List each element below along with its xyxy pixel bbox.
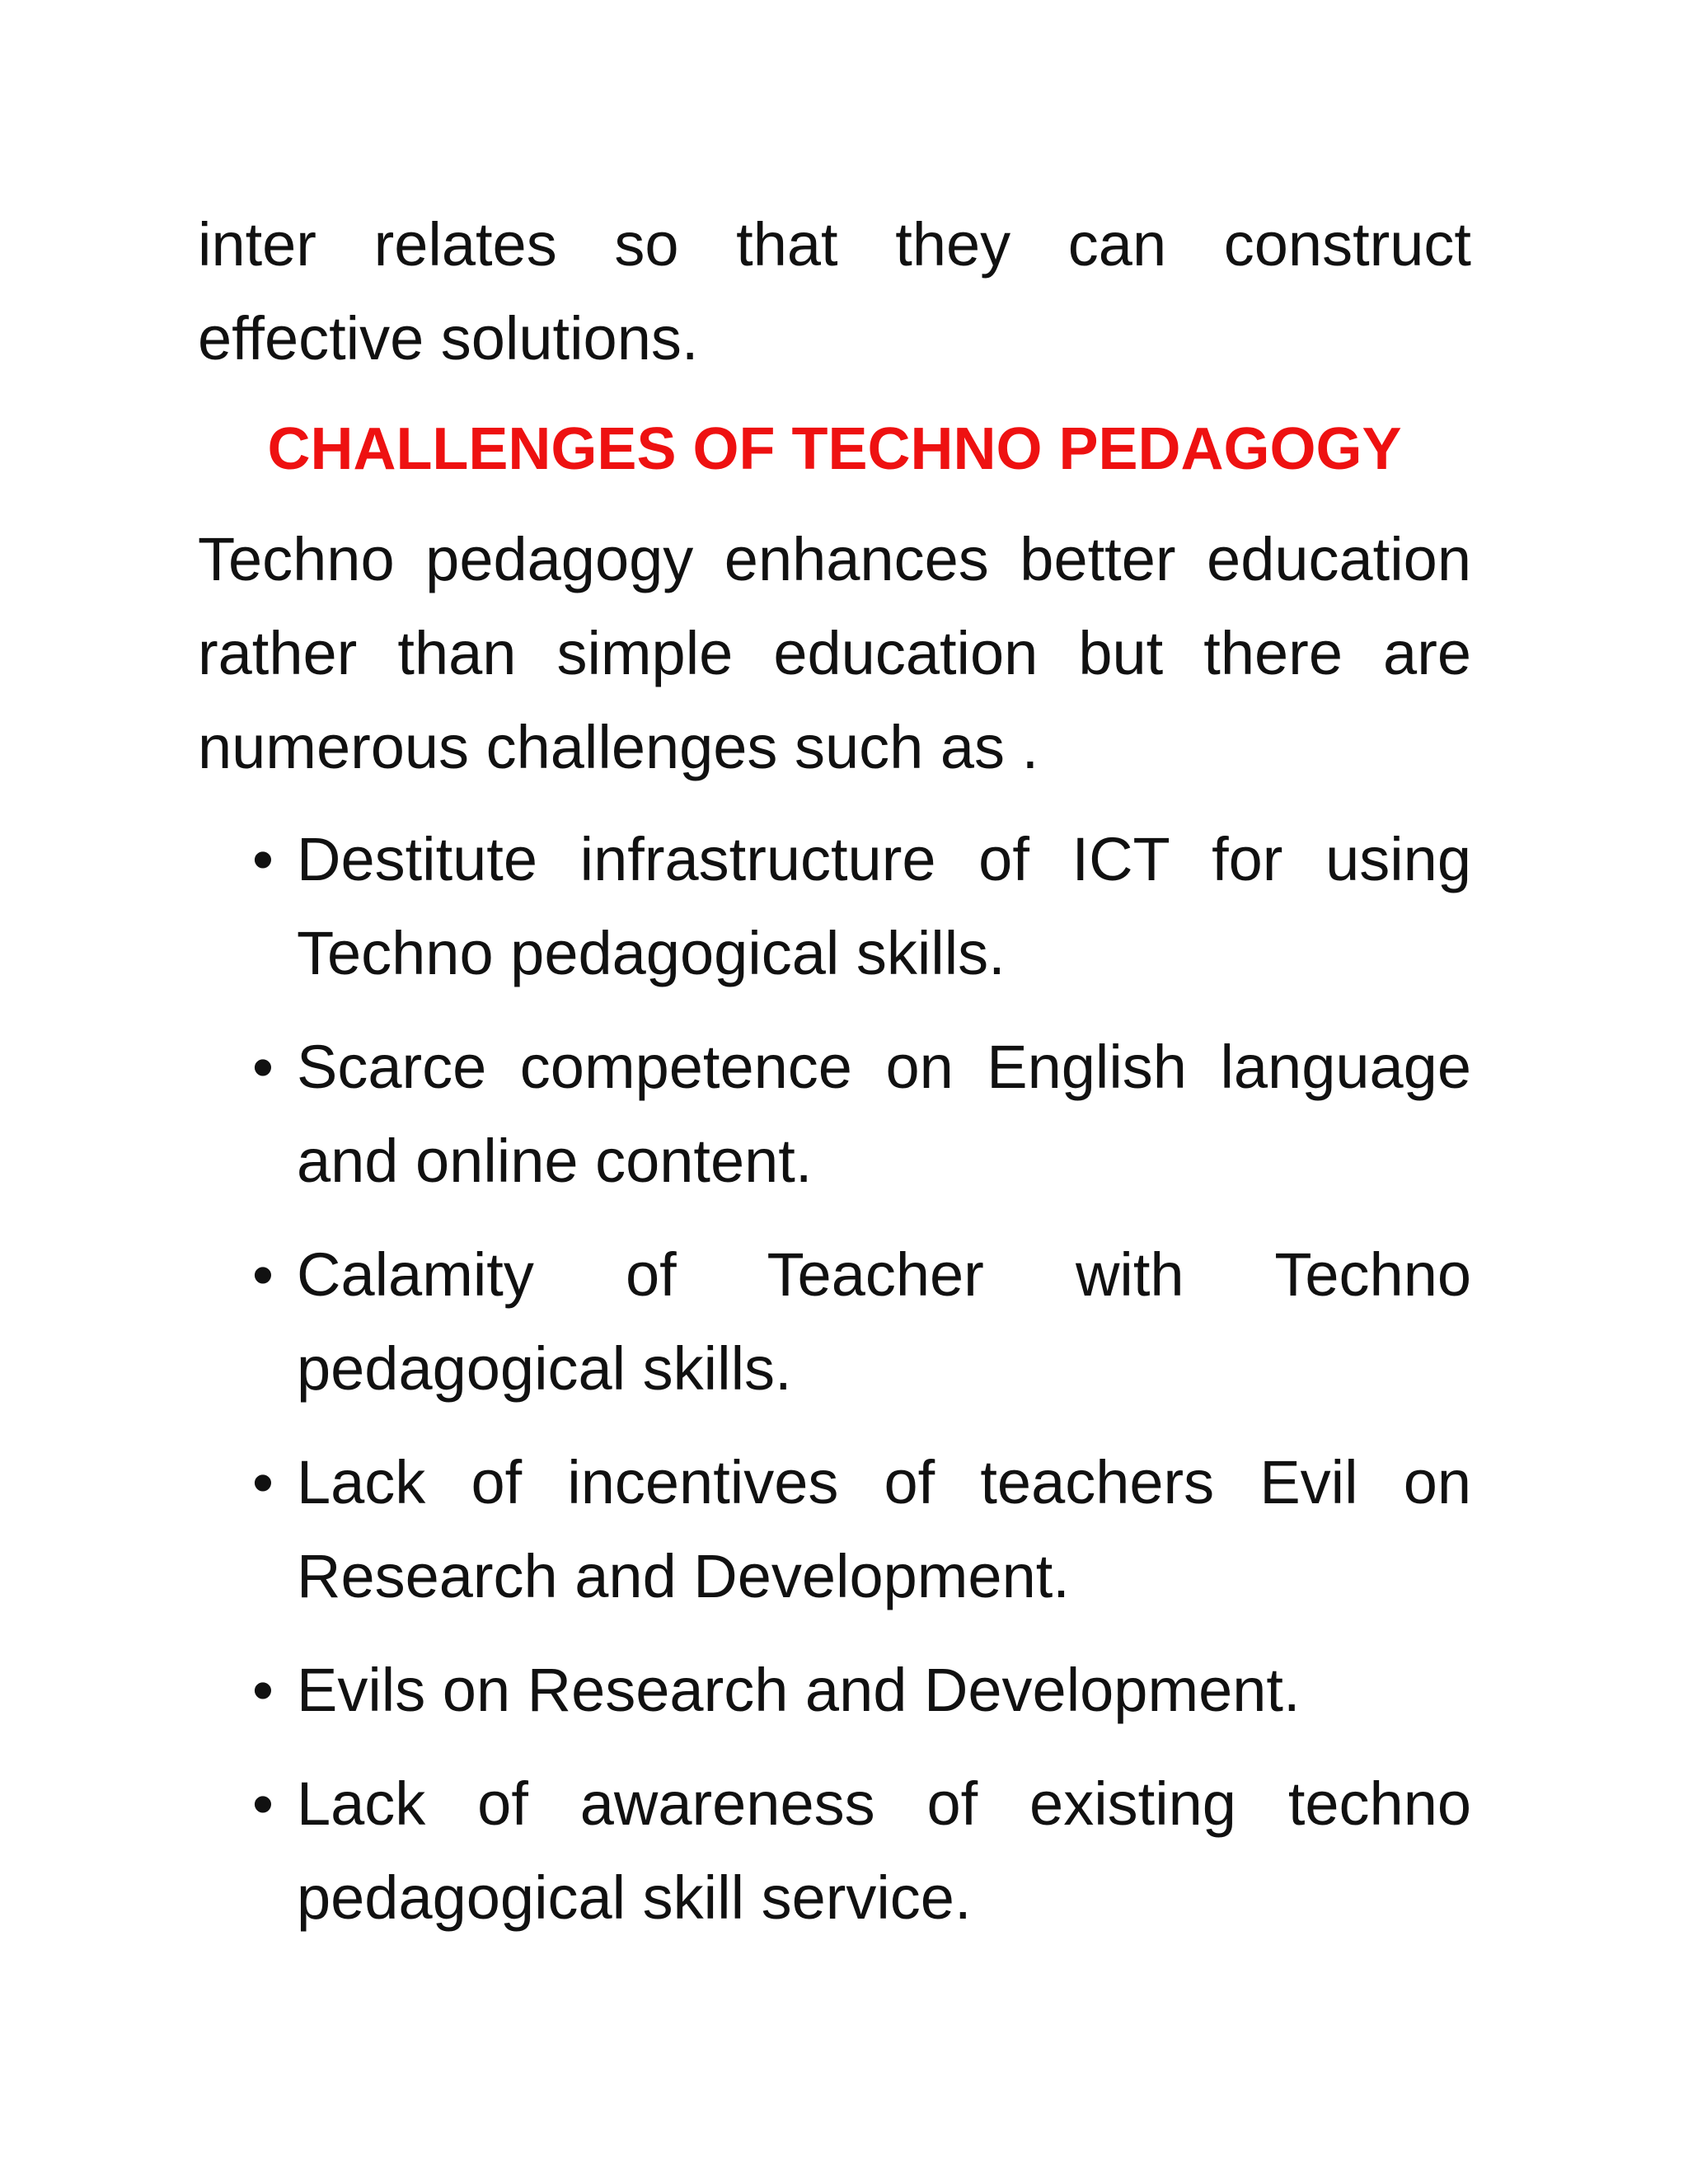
list-item	[198, 813, 1471, 1001]
challenges-list	[198, 813, 1471, 1945]
list-item	[198, 1020, 1471, 1208]
bullet-icon	[252, 1757, 285, 1851]
section-heading: CHALLENGES OF TECHNO PEDAGOGY	[267, 416, 1402, 482]
bullet-icon	[252, 1436, 285, 1530]
list-item-text: Lack of awareness of existing techno pedagogical skill service.	[297, 1769, 1471, 1932]
list-item	[198, 1228, 1471, 1416]
bullet-icon	[252, 1228, 285, 1322]
list-item-text: Lack of incentives of teachers Evil on Research and Development.	[297, 1448, 1471, 1610]
list-item-text: Destitute infrastructure of ICT for using Techno pedagogical skills.	[297, 825, 1471, 987]
bullet-icon	[252, 1020, 285, 1114]
list-item	[198, 1643, 1471, 1737]
list-item-text: Evils on Research and Development.	[297, 1656, 1301, 1724]
list-item	[198, 1757, 1471, 1945]
list-item-text: Calamity of Teacher with Techno pedagogical skills.	[297, 1240, 1471, 1403]
bullet-icon	[252, 1643, 285, 1737]
continuation-paragraph: inter relates so that they can construct effective solutions.	[198, 210, 1471, 373]
list-item-text: Scarce competence on English language and online content.	[297, 1033, 1471, 1195]
document-page	[198, 198, 1471, 1965]
list-item	[198, 1436, 1471, 1624]
bullet-icon	[252, 813, 285, 907]
intro-paragraph: Techno pedagogy enhances better education rather than simple education but there are numerous challenges such as .	[198, 525, 1471, 781]
